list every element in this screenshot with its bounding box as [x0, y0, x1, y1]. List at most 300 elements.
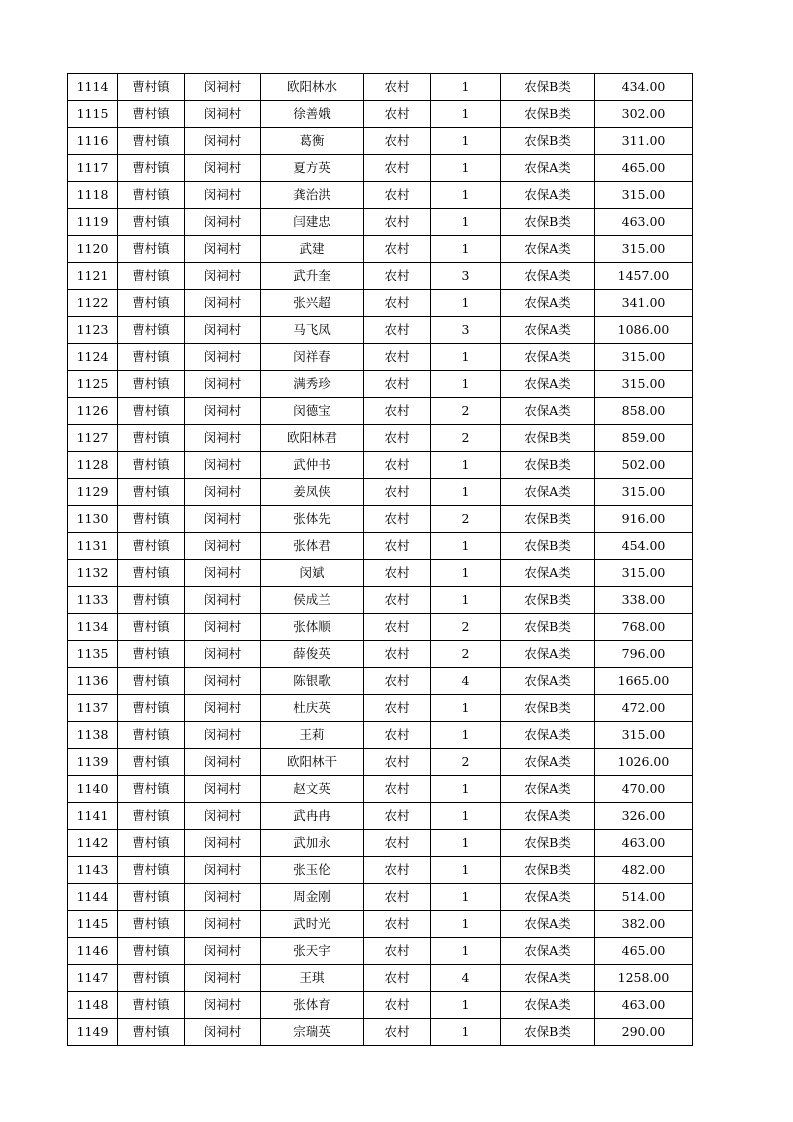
table-row	[68, 425, 693, 452]
town-cell: 曹村镇	[118, 101, 185, 128]
village-cell: 闵祠村	[185, 965, 261, 992]
insurance-category-cell: 农保B类	[501, 533, 595, 560]
insurance-category-cell: 农保A类	[501, 290, 595, 317]
amount-cell: 341.00	[595, 290, 693, 317]
row-number-cell: 1125	[68, 371, 118, 398]
village-cell: 闵祠村	[185, 992, 261, 1019]
amount-cell: 463.00	[595, 992, 693, 1019]
table-row	[68, 965, 693, 992]
town-cell: 曹村镇	[118, 533, 185, 560]
village-cell: 闵祠村	[185, 506, 261, 533]
village-cell: 闵祠村	[185, 587, 261, 614]
household-count-cell: 1	[431, 371, 501, 398]
table-row	[68, 830, 693, 857]
town-cell: 曹村镇	[118, 290, 185, 317]
name-cell: 张体育	[261, 992, 364, 1019]
insurance-category-cell: 农保A类	[501, 668, 595, 695]
row-number-cell: 1128	[68, 452, 118, 479]
village-cell: 闵祠村	[185, 695, 261, 722]
insurance-category-cell: 农保A类	[501, 641, 595, 668]
village-cell: 闵祠村	[185, 641, 261, 668]
town-cell: 曹村镇	[118, 128, 185, 155]
town-cell: 曹村镇	[118, 182, 185, 209]
household-count-cell: 1	[431, 533, 501, 560]
row-number-cell: 1136	[68, 668, 118, 695]
town-cell: 曹村镇	[118, 695, 185, 722]
row-number-cell: 1120	[68, 236, 118, 263]
table-row	[68, 614, 693, 641]
town-cell: 曹村镇	[118, 236, 185, 263]
village-cell: 闵祠村	[185, 371, 261, 398]
residence-type-cell: 农村	[364, 830, 431, 857]
name-cell: 张体顺	[261, 614, 364, 641]
name-cell: 欧阳林君	[261, 425, 364, 452]
residence-type-cell: 农村	[364, 1019, 431, 1046]
residence-type-cell: 农村	[364, 155, 431, 182]
amount-cell: 326.00	[595, 803, 693, 830]
town-cell: 曹村镇	[118, 614, 185, 641]
name-cell: 武升奎	[261, 263, 364, 290]
village-cell: 闵祠村	[185, 128, 261, 155]
table-row	[68, 938, 693, 965]
household-count-cell: 1	[431, 209, 501, 236]
amount-cell: 315.00	[595, 182, 693, 209]
row-number-cell: 1114	[68, 74, 118, 101]
table-row	[68, 74, 693, 101]
village-cell: 闵祠村	[185, 803, 261, 830]
insurance-category-cell: 农保B类	[501, 830, 595, 857]
household-count-cell: 1	[431, 830, 501, 857]
town-cell: 曹村镇	[118, 641, 185, 668]
name-cell: 王莉	[261, 722, 364, 749]
residence-type-cell: 农村	[364, 560, 431, 587]
name-cell: 夏方英	[261, 155, 364, 182]
village-cell: 闵祠村	[185, 425, 261, 452]
amount-cell: 502.00	[595, 452, 693, 479]
household-count-cell: 2	[431, 425, 501, 452]
name-cell: 张兴超	[261, 290, 364, 317]
amount-cell: 1665.00	[595, 668, 693, 695]
village-cell: 闵祠村	[185, 614, 261, 641]
residence-type-cell: 农村	[364, 776, 431, 803]
table-row	[68, 479, 693, 506]
insurance-category-cell: 农保B类	[501, 614, 595, 641]
residence-type-cell: 农村	[364, 938, 431, 965]
amount-cell: 338.00	[595, 587, 693, 614]
amount-cell: 315.00	[595, 344, 693, 371]
residence-type-cell: 农村	[364, 182, 431, 209]
row-number-cell: 1130	[68, 506, 118, 533]
town-cell: 曹村镇	[118, 830, 185, 857]
town-cell: 曹村镇	[118, 587, 185, 614]
village-cell: 闵祠村	[185, 776, 261, 803]
insurance-category-cell: 农保B类	[501, 74, 595, 101]
village-cell: 闵祠村	[185, 560, 261, 587]
name-cell: 张玉伦	[261, 857, 364, 884]
insurance-category-cell: 农保A类	[501, 911, 595, 938]
residence-type-cell: 农村	[364, 101, 431, 128]
name-cell: 张体先	[261, 506, 364, 533]
town-cell: 曹村镇	[118, 344, 185, 371]
village-cell: 闵祠村	[185, 290, 261, 317]
row-number-cell: 1141	[68, 803, 118, 830]
village-cell: 闵祠村	[185, 101, 261, 128]
table-row	[68, 128, 693, 155]
town-cell: 曹村镇	[118, 884, 185, 911]
village-cell: 闵祠村	[185, 317, 261, 344]
residence-type-cell: 农村	[364, 641, 431, 668]
insurance-category-cell: 农保A类	[501, 722, 595, 749]
amount-cell: 315.00	[595, 236, 693, 263]
residence-type-cell: 农村	[364, 74, 431, 101]
name-cell: 陈银歌	[261, 668, 364, 695]
table-row	[68, 560, 693, 587]
row-number-cell: 1146	[68, 938, 118, 965]
name-cell: 龚治洪	[261, 182, 364, 209]
residence-type-cell: 农村	[364, 911, 431, 938]
insurance-category-cell: 农保A类	[501, 371, 595, 398]
table-row	[68, 263, 693, 290]
household-count-cell: 1	[431, 695, 501, 722]
name-cell: 徐善娥	[261, 101, 364, 128]
residence-type-cell: 农村	[364, 992, 431, 1019]
village-cell: 闵祠村	[185, 182, 261, 209]
residence-type-cell: 农村	[364, 668, 431, 695]
table-row	[68, 155, 693, 182]
village-cell: 闵祠村	[185, 74, 261, 101]
town-cell: 曹村镇	[118, 965, 185, 992]
household-count-cell: 2	[431, 506, 501, 533]
insurance-category-cell: 农保B类	[501, 128, 595, 155]
household-count-cell: 2	[431, 398, 501, 425]
town-cell: 曹村镇	[118, 263, 185, 290]
residence-type-cell: 农村	[364, 803, 431, 830]
residence-type-cell: 农村	[364, 857, 431, 884]
household-count-cell: 2	[431, 614, 501, 641]
residence-type-cell: 农村	[364, 128, 431, 155]
town-cell: 曹村镇	[118, 668, 185, 695]
town-cell: 曹村镇	[118, 155, 185, 182]
village-cell: 闵祠村	[185, 938, 261, 965]
amount-cell: 463.00	[595, 830, 693, 857]
name-cell: 姜凤侠	[261, 479, 364, 506]
amount-cell: 454.00	[595, 533, 693, 560]
name-cell: 周金刚	[261, 884, 364, 911]
insurance-category-cell: 农保A类	[501, 182, 595, 209]
name-cell: 武冉冉	[261, 803, 364, 830]
table-row	[68, 722, 693, 749]
residence-type-cell: 农村	[364, 290, 431, 317]
village-cell: 闵祠村	[185, 1019, 261, 1046]
town-cell: 曹村镇	[118, 1019, 185, 1046]
amount-cell: 482.00	[595, 857, 693, 884]
row-number-cell: 1115	[68, 101, 118, 128]
town-cell: 曹村镇	[118, 371, 185, 398]
insurance-category-cell: 农保B类	[501, 587, 595, 614]
name-cell: 侯成兰	[261, 587, 364, 614]
name-cell: 欧阳林水	[261, 74, 364, 101]
town-cell: 曹村镇	[118, 452, 185, 479]
name-cell: 闵德宝	[261, 398, 364, 425]
row-number-cell: 1122	[68, 290, 118, 317]
residence-type-cell: 农村	[364, 425, 431, 452]
amount-cell: 1086.00	[595, 317, 693, 344]
town-cell: 曹村镇	[118, 425, 185, 452]
town-cell: 曹村镇	[118, 722, 185, 749]
insurance-category-cell: 农保A类	[501, 155, 595, 182]
name-cell: 武仲书	[261, 452, 364, 479]
household-count-cell: 2	[431, 641, 501, 668]
row-number-cell: 1139	[68, 749, 118, 776]
amount-cell: 859.00	[595, 425, 693, 452]
town-cell: 曹村镇	[118, 992, 185, 1019]
table-row	[68, 290, 693, 317]
table-row	[68, 182, 693, 209]
table-row	[68, 641, 693, 668]
row-number-cell: 1138	[68, 722, 118, 749]
household-count-cell: 4	[431, 668, 501, 695]
village-cell: 闵祠村	[185, 533, 261, 560]
household-count-cell: 2	[431, 749, 501, 776]
insurance-category-cell: 农保B类	[501, 695, 595, 722]
town-cell: 曹村镇	[118, 317, 185, 344]
insurance-category-cell: 农保A类	[501, 749, 595, 776]
insurance-category-cell: 农保B类	[501, 101, 595, 128]
insurance-category-cell: 农保A类	[501, 992, 595, 1019]
row-number-cell: 1148	[68, 992, 118, 1019]
amount-cell: 472.00	[595, 695, 693, 722]
insurance-category-cell: 农保A类	[501, 344, 595, 371]
name-cell: 闫建忠	[261, 209, 364, 236]
amount-cell: 302.00	[595, 101, 693, 128]
records-table	[67, 73, 693, 1046]
name-cell: 闵祥春	[261, 344, 364, 371]
table-row	[68, 695, 693, 722]
table-row	[68, 344, 693, 371]
insurance-category-cell: 农保A类	[501, 398, 595, 425]
row-number-cell: 1135	[68, 641, 118, 668]
residence-type-cell: 农村	[364, 317, 431, 344]
residence-type-cell: 农村	[364, 398, 431, 425]
town-cell: 曹村镇	[118, 74, 185, 101]
row-number-cell: 1149	[68, 1019, 118, 1046]
amount-cell: 1457.00	[595, 263, 693, 290]
village-cell: 闵祠村	[185, 452, 261, 479]
household-count-cell: 3	[431, 317, 501, 344]
table-row	[68, 668, 693, 695]
town-cell: 曹村镇	[118, 479, 185, 506]
household-count-cell: 1	[431, 776, 501, 803]
table-row	[68, 209, 693, 236]
row-number-cell: 1144	[68, 884, 118, 911]
table-row	[68, 533, 693, 560]
town-cell: 曹村镇	[118, 803, 185, 830]
household-count-cell: 1	[431, 290, 501, 317]
household-count-cell: 1	[431, 587, 501, 614]
household-count-cell: 1	[431, 1019, 501, 1046]
table-row	[68, 749, 693, 776]
village-cell: 闵祠村	[185, 398, 261, 425]
insurance-category-cell: 农保A类	[501, 938, 595, 965]
insurance-category-cell: 农保B类	[501, 506, 595, 533]
insurance-category-cell: 农保A类	[501, 263, 595, 290]
town-cell: 曹村镇	[118, 857, 185, 884]
amount-cell: 470.00	[595, 776, 693, 803]
name-cell: 赵文英	[261, 776, 364, 803]
residence-type-cell: 农村	[364, 452, 431, 479]
village-cell: 闵祠村	[185, 479, 261, 506]
table-row	[68, 317, 693, 344]
town-cell: 曹村镇	[118, 560, 185, 587]
village-cell: 闵祠村	[185, 263, 261, 290]
village-cell: 闵祠村	[185, 155, 261, 182]
row-number-cell: 1126	[68, 398, 118, 425]
household-count-cell: 1	[431, 992, 501, 1019]
row-number-cell: 1134	[68, 614, 118, 641]
row-number-cell: 1140	[68, 776, 118, 803]
household-count-cell: 1	[431, 182, 501, 209]
village-cell: 闵祠村	[185, 236, 261, 263]
amount-cell: 858.00	[595, 398, 693, 425]
town-cell: 曹村镇	[118, 776, 185, 803]
residence-type-cell: 农村	[364, 506, 431, 533]
household-count-cell: 1	[431, 911, 501, 938]
amount-cell: 434.00	[595, 74, 693, 101]
residence-type-cell: 农村	[364, 479, 431, 506]
name-cell: 张体君	[261, 533, 364, 560]
household-count-cell: 1	[431, 857, 501, 884]
household-count-cell: 1	[431, 560, 501, 587]
name-cell: 满秀珍	[261, 371, 364, 398]
table-row	[68, 992, 693, 1019]
residence-type-cell: 农村	[364, 209, 431, 236]
insurance-category-cell: 农保A类	[501, 317, 595, 344]
row-number-cell: 1124	[68, 344, 118, 371]
amount-cell: 796.00	[595, 641, 693, 668]
table-row	[68, 803, 693, 830]
household-count-cell: 1	[431, 722, 501, 749]
amount-cell: 311.00	[595, 128, 693, 155]
name-cell: 张天宇	[261, 938, 364, 965]
name-cell: 武加永	[261, 830, 364, 857]
household-count-cell: 1	[431, 452, 501, 479]
amount-cell: 315.00	[595, 722, 693, 749]
village-cell: 闵祠村	[185, 884, 261, 911]
residence-type-cell: 农村	[364, 884, 431, 911]
village-cell: 闵祠村	[185, 857, 261, 884]
table-row	[68, 506, 693, 533]
table-row	[68, 398, 693, 425]
village-cell: 闵祠村	[185, 209, 261, 236]
table-row	[68, 776, 693, 803]
residence-type-cell: 农村	[364, 371, 431, 398]
row-number-cell: 1137	[68, 695, 118, 722]
residence-type-cell: 农村	[364, 614, 431, 641]
row-number-cell: 1145	[68, 911, 118, 938]
household-count-cell: 1	[431, 938, 501, 965]
amount-cell: 768.00	[595, 614, 693, 641]
table-body	[68, 74, 693, 1046]
insurance-category-cell: 农保A类	[501, 560, 595, 587]
row-number-cell: 1121	[68, 263, 118, 290]
row-number-cell: 1119	[68, 209, 118, 236]
row-number-cell: 1133	[68, 587, 118, 614]
table-row	[68, 452, 693, 479]
insurance-category-cell: 农保A类	[501, 965, 595, 992]
name-cell: 杜庆英	[261, 695, 364, 722]
table-row	[68, 857, 693, 884]
residence-type-cell: 农村	[364, 749, 431, 776]
amount-cell: 465.00	[595, 938, 693, 965]
household-count-cell: 1	[431, 479, 501, 506]
village-cell: 闵祠村	[185, 830, 261, 857]
row-number-cell: 1118	[68, 182, 118, 209]
name-cell: 葛衡	[261, 128, 364, 155]
amount-cell: 514.00	[595, 884, 693, 911]
insurance-category-cell: 农保B类	[501, 209, 595, 236]
row-number-cell: 1123	[68, 317, 118, 344]
insurance-category-cell: 农保B类	[501, 425, 595, 452]
residence-type-cell: 农村	[364, 236, 431, 263]
name-cell: 闵斌	[261, 560, 364, 587]
household-count-cell: 4	[431, 965, 501, 992]
row-number-cell: 1116	[68, 128, 118, 155]
amount-cell: 916.00	[595, 506, 693, 533]
residence-type-cell: 农村	[364, 344, 431, 371]
amount-cell: 382.00	[595, 911, 693, 938]
village-cell: 闵祠村	[185, 749, 261, 776]
name-cell: 武时光	[261, 911, 364, 938]
row-number-cell: 1142	[68, 830, 118, 857]
town-cell: 曹村镇	[118, 398, 185, 425]
name-cell: 宗瑞英	[261, 1019, 364, 1046]
table-row	[68, 911, 693, 938]
insurance-category-cell: 农保B类	[501, 1019, 595, 1046]
household-count-cell: 1	[431, 128, 501, 155]
village-cell: 闵祠村	[185, 722, 261, 749]
household-count-cell: 1	[431, 74, 501, 101]
table-row	[68, 587, 693, 614]
name-cell: 马飞凤	[261, 317, 364, 344]
table-row	[68, 1019, 693, 1046]
insurance-category-cell: 农保A类	[501, 776, 595, 803]
amount-cell: 315.00	[595, 560, 693, 587]
amount-cell: 1258.00	[595, 965, 693, 992]
name-cell: 王琪	[261, 965, 364, 992]
insurance-category-cell: 农保A类	[501, 803, 595, 830]
household-count-cell: 1	[431, 884, 501, 911]
insurance-category-cell: 农保B类	[501, 857, 595, 884]
town-cell: 曹村镇	[118, 911, 185, 938]
row-number-cell: 1143	[68, 857, 118, 884]
household-count-cell: 1	[431, 344, 501, 371]
row-number-cell: 1117	[68, 155, 118, 182]
household-count-cell: 1	[431, 155, 501, 182]
table-row	[68, 371, 693, 398]
residence-type-cell: 农村	[364, 965, 431, 992]
residence-type-cell: 农村	[364, 695, 431, 722]
amount-cell: 1026.00	[595, 749, 693, 776]
row-number-cell: 1132	[68, 560, 118, 587]
row-number-cell: 1131	[68, 533, 118, 560]
row-number-cell: 1129	[68, 479, 118, 506]
table-row	[68, 236, 693, 263]
village-cell: 闵祠村	[185, 344, 261, 371]
amount-cell: 315.00	[595, 479, 693, 506]
household-count-cell: 3	[431, 263, 501, 290]
household-count-cell: 1	[431, 236, 501, 263]
residence-type-cell: 农村	[364, 722, 431, 749]
